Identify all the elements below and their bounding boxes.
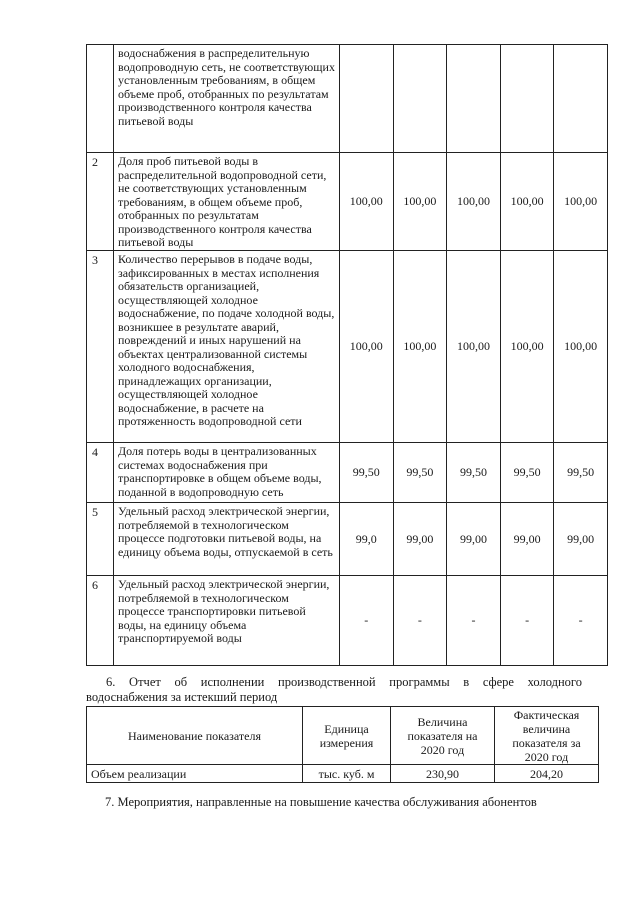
- indicator-value: 99,00: [500, 503, 554, 576]
- table-row: [87, 153, 608, 251]
- indicator-value: 99,50: [554, 443, 608, 503]
- indicator-value: 100,00: [554, 251, 608, 443]
- table-row: [87, 765, 599, 783]
- indicator-value: 100,00: [340, 153, 394, 251]
- indicator-value: 100,00: [393, 251, 447, 443]
- indicator-value: 99,50: [500, 443, 554, 503]
- indicator-value: 100,00: [500, 153, 554, 251]
- indicator-value: [447, 45, 501, 153]
- table-header-row: [87, 707, 599, 765]
- indicator-value: -: [447, 576, 501, 666]
- indicator-value: 100,00: [393, 153, 447, 251]
- row-number: 4: [87, 443, 114, 503]
- table-row: [87, 576, 608, 666]
- indicator-value: 99,50: [447, 443, 501, 503]
- indicator-name: водоснабжения в распределительную водопроводную сеть, не соответствующих установленным требованиям, в общем объеме проб, отобранных по результатам производственного контроля качества питьевой воды: [114, 45, 340, 153]
- section-6-heading-cont: водоснабжения за истекший период: [86, 690, 278, 704]
- indicator-value: 100,00: [447, 251, 501, 443]
- indicator-value: 99,00: [554, 503, 608, 576]
- row-number: 2: [87, 153, 114, 251]
- row-number: [87, 45, 114, 153]
- column-header: Наименование показателя: [87, 707, 303, 765]
- program-execution-table: [86, 706, 599, 783]
- indicator-value: 99,0: [340, 503, 394, 576]
- indicator-name: Удельный расход электрической энергии, потребляемой в технологическом процессе подготовки питьевой воды, на единицу объема воды, отпускаемой в сеть: [114, 503, 340, 576]
- indicator-value: -: [393, 576, 447, 666]
- indicator-value: 100,00: [340, 251, 394, 443]
- indicator-name: Доля потерь воды в централизованных системах водоснабжения при транспортировке в общем объеме воды, поданной в водопроводную сеть: [114, 443, 340, 503]
- indicators-table: [86, 44, 608, 666]
- column-header: Единица измерения: [303, 707, 391, 765]
- indicator-value: 100,00: [554, 153, 608, 251]
- plan-value: 230,90: [391, 765, 495, 783]
- fact-value: 204,20: [495, 765, 599, 783]
- table-row: [87, 503, 608, 576]
- table-row: [87, 45, 608, 153]
- indicator-name: Объем реализации: [87, 765, 303, 783]
- table-row: [87, 251, 608, 443]
- indicator-value: 99,00: [393, 503, 447, 576]
- table-row: [87, 443, 608, 503]
- indicator-name: Доля проб питьевой воды в распределительной водопроводной сети, не соответствующих установленным требованиям, в общем объеме проб, отобранных по результатам производственного контроля качества питьевой воды: [114, 153, 340, 251]
- indicator-value: 99,50: [340, 443, 394, 503]
- indicator-value: 100,00: [500, 251, 554, 443]
- row-number: 6: [87, 576, 114, 666]
- row-number: 5: [87, 503, 114, 576]
- indicator-name: Удельный расход электрической энергии, потребляемой в технологическом процессе транспортировки питьевой воды, на единицу объема транспортируемой воды: [114, 576, 340, 666]
- section-7-heading: 7. Мероприятия, направленные на повышение качества обслуживания абонентов: [105, 795, 537, 809]
- indicator-value: [340, 45, 394, 153]
- indicator-name: Количество перерывов в подаче воды, зафиксированных в местах исполнения обязательств организацией, осуществляющей холодное водоснабжение, по подаче холодной воды, возникшее в результате аварий, повреждений и иных нарушений на объектах централизованной системы холодного водоснабжения, принадлежащих организации, осуществляющей холодное водоснабжение, в расчете на протяженность водопроводной сети: [114, 251, 340, 443]
- indicator-value: -: [340, 576, 394, 666]
- column-header: Фактическая величина показателя за 2020 год: [495, 707, 599, 765]
- unit: тыс. куб. м: [303, 765, 391, 783]
- indicator-value: 100,00: [447, 153, 501, 251]
- section-6-heading: 6. Отчет об исполнении производственной программы в сфере холодного: [106, 675, 582, 689]
- row-number: 3: [87, 251, 114, 443]
- indicator-value: -: [500, 576, 554, 666]
- indicator-value: -: [554, 576, 608, 666]
- indicator-value: 99,50: [393, 443, 447, 503]
- indicator-value: 99,00: [447, 503, 501, 576]
- indicator-value: [554, 45, 608, 153]
- indicator-value: [500, 45, 554, 153]
- column-header: Величина показателя на 2020 год: [391, 707, 495, 765]
- indicator-value: [393, 45, 447, 153]
